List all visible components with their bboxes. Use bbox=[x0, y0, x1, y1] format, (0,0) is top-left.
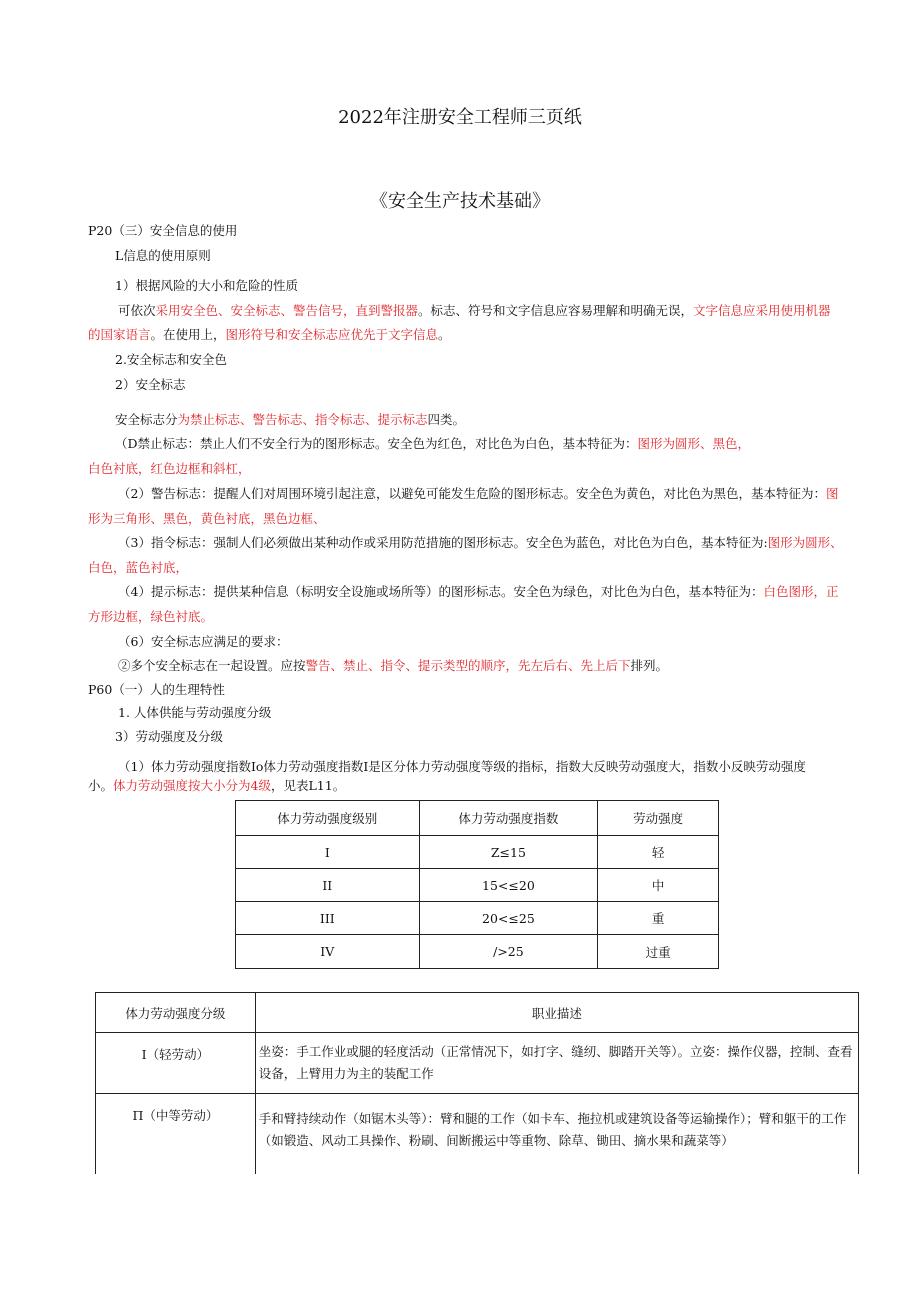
table-header-cell: 职业描述 bbox=[255, 993, 858, 1033]
text-segment: ，见表L11。 bbox=[270, 778, 346, 793]
document-title: 2022年注册安全工程师三页纸 bbox=[338, 107, 582, 128]
table-cell: />25 bbox=[419, 935, 598, 969]
paragraph-prohibition-2: 白色衬底，红色边框和斜杠， bbox=[88, 461, 251, 476]
table-header-cell: 劳动强度 bbox=[598, 801, 719, 836]
p60-heading: P60（一）人的生理特性 bbox=[88, 682, 225, 697]
text-segment: 可依次 bbox=[118, 303, 156, 318]
table-cell: 轻 bbox=[598, 836, 719, 869]
paragraph-multiple-signs bbox=[118, 658, 668, 674]
highlight-text: 的国家语言 bbox=[88, 327, 151, 342]
text-segment: （2）警告标志：提醒人们对周围环境引起注意，以避免可能发生危险的图形标志。安全色为黄色，对比色为黑色，基本特征为： bbox=[118, 486, 826, 501]
text-segment: （4）提示标志：提供某种信息（标明安全设施或场所等）的图形标志。安全色为绿色，对比色为白色，基本特征为： bbox=[118, 584, 764, 599]
paragraph-intensity-1: （1）体力劳动强度指数Io体力劳动强度指数I是区分体力劳动强度等级的指标，指数大反映劳动强度大，指数小反映劳动强度 bbox=[118, 759, 806, 774]
table-cell: III bbox=[236, 902, 420, 935]
table-row bbox=[236, 869, 719, 902]
highlight-text: 警告、禁止、指令、提示类型的顺序，先左后右、先上后下 bbox=[305, 658, 631, 673]
text-segment: （D禁止标志：禁止人们不安全行为的图形标志。安全色为红色，对比色为白色，基本特征为： bbox=[115, 436, 638, 451]
paragraph-warning-2: 形为三角形、黑色，黄色衬底，黑色边框、 bbox=[88, 511, 326, 526]
table-cell: 20<≤25 bbox=[419, 902, 598, 935]
text-segment: 四类。 bbox=[427, 412, 466, 427]
table-cell: 中 bbox=[598, 869, 719, 902]
table-cell: Z≤15 bbox=[419, 836, 598, 869]
paragraph-info-usage-1 bbox=[118, 303, 831, 319]
table-row bbox=[96, 1033, 859, 1094]
table-cell: IV bbox=[236, 935, 420, 969]
table-cell: Π（中等劳动） bbox=[96, 1094, 256, 1174]
highlight-text: 图形符号和安全标志应优先于文字信息 bbox=[225, 327, 439, 342]
text-segment: （3）指令标志：强制人们必须做出某种动作或采用防范措施的图形标志。安全色为蓝色，对比色为白色，基本特征为: bbox=[118, 535, 768, 550]
table-header-row bbox=[236, 801, 719, 836]
highlight-text: 采用安全色、安全标志、警告信号，直到警报器 bbox=[155, 303, 419, 318]
paragraph-intensity-2 bbox=[88, 778, 345, 794]
table-header-cell: 体力劳动强度级别 bbox=[236, 801, 420, 836]
paragraph-info-usage-2 bbox=[88, 327, 451, 343]
p20-heading: P20（三）安全信息的使用 bbox=[88, 223, 238, 238]
table-cell: 过重 bbox=[598, 935, 719, 969]
highlight-text: 图形为圆形、 bbox=[767, 535, 843, 550]
text-segment: 排列。 bbox=[630, 658, 669, 673]
p60-line-2: 3）劳动强度及分级 bbox=[115, 729, 223, 744]
table-cell: 重 bbox=[598, 902, 719, 935]
paragraph-information-2: 方形边框，绿色衬底。 bbox=[88, 609, 214, 624]
table-row bbox=[236, 836, 719, 869]
table-cell: 坐姿：手工作业或腿的轻度活动（正常情况下，如打字、缝纫、脚踏开关等）。立姿：操作仪器，控制、查看设备，上臂用力为主的装配工作 bbox=[255, 1033, 858, 1094]
p20-line-4: 2）安全标志 bbox=[115, 377, 186, 392]
paragraph-prohibition-1 bbox=[115, 436, 750, 452]
document-subtitle: 《安全生产技术基础》 bbox=[370, 191, 550, 212]
table-cell: I bbox=[236, 836, 420, 869]
paragraph-mandatory-1 bbox=[118, 535, 843, 551]
table-cell: II bbox=[236, 869, 420, 902]
paragraph-mandatory-2: 白色，蓝色衬底， bbox=[88, 560, 189, 575]
p20-line-2: 1）根据风险的大小和危险的性质 bbox=[115, 278, 298, 293]
p20-line-5: （6）安全标志应满足的要求： bbox=[118, 634, 289, 649]
table-row bbox=[96, 1094, 859, 1174]
text-segment: 。在使用上， bbox=[150, 327, 226, 342]
paragraph-sign-types bbox=[115, 412, 465, 428]
paragraph-warning-1 bbox=[118, 486, 838, 502]
text-segment: ②多个安全标志在一起设置。应按 bbox=[118, 658, 306, 673]
p20-line-3: 2.安全标志和安全色 bbox=[115, 352, 227, 367]
p20-line-1: L信息的使用原则 bbox=[115, 248, 211, 263]
p60-line-1: 1. 人体供能与劳动强度分级 bbox=[118, 705, 272, 720]
table-row bbox=[236, 902, 719, 935]
highlight-text: 图形为圆形、黑色， bbox=[637, 436, 751, 451]
occupation-description-table bbox=[95, 992, 859, 1174]
table-cell: 15<≤20 bbox=[419, 869, 598, 902]
table-cell: I（轻劳动） bbox=[96, 1033, 256, 1094]
table-header-cell: 体力劳动强度分级 bbox=[96, 993, 256, 1033]
table-header-row bbox=[96, 993, 859, 1033]
text-segment: 。标志、符号和文字信息应容易理解和明确无误， bbox=[418, 303, 694, 318]
paragraph-information-1 bbox=[118, 584, 838, 600]
text-segment: 安全标志分 bbox=[115, 412, 178, 427]
highlight-text: 文字信息应采用使用机器 bbox=[693, 303, 831, 318]
text-segment: 。 bbox=[438, 327, 451, 342]
highlight-text: 白色图形，正 bbox=[763, 584, 839, 599]
highlight-text: 体力劳动强度按大小分为4级 bbox=[113, 778, 271, 793]
table-header-cell: 体力劳动强度指数 bbox=[419, 801, 598, 836]
table-cell: 手和臂持续动作（如锯木头等）：臂和腿的工作（如卡车、拖拉机或建筑设备等运输操作）；臂和躯干的工作（如锻造、风动工具操作、粉刷、间断搬运中等重物、除草、锄田、摘水果和蔬菜等） bbox=[255, 1094, 858, 1174]
text-segment: 小。 bbox=[88, 778, 114, 793]
intensity-index-table bbox=[235, 800, 719, 969]
table-row bbox=[236, 935, 719, 969]
highlight-text: 图 bbox=[825, 486, 839, 501]
highlight-text: 为禁止标志、警告标志、指令标志、提示标志 bbox=[177, 412, 428, 427]
